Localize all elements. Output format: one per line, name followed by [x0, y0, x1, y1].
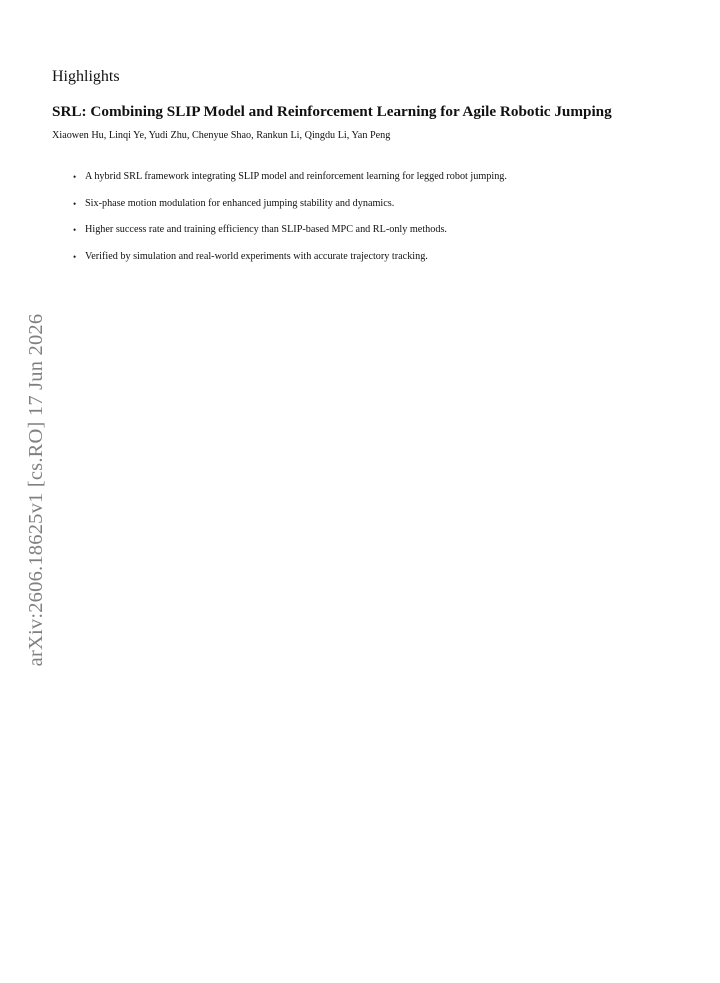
- highlight-item: [73, 223, 507, 237]
- highlights-list: [73, 170, 507, 276]
- highlight-item: [73, 170, 507, 184]
- highlights-heading: Highlights: [52, 68, 120, 85]
- bullet-icon: •: [73, 198, 77, 209]
- bullet-icon: •: [73, 225, 77, 235]
- bullet-icon: •: [73, 172, 77, 182]
- highlight-text: A hybrid SRL framework integrating SLIP model and reinforcement learning for legged robot jumping.: [85, 171, 507, 182]
- highlight-text: Six-phase motion modulation for enhanced jumping stability and dynamics.: [85, 197, 395, 209]
- highlight-text: Higher success rate and training efficiency than SLIP-based MPC and RL-only methods.: [85, 224, 447, 235]
- highlight-item: [73, 250, 507, 264]
- author-list: Xiaowen Hu, Linqi Ye, Yudi Zhu, Chenyue Shao, Rankun Li, Qingdu Li, Yan Peng: [52, 130, 391, 141]
- arxiv-identifier-stamp: arXiv:2606.18625v1 [cs.RO] 17 Jun 2026: [25, 313, 47, 667]
- highlight-text: Verified by simulation and real-world experiments with accurate trajectory tracking.: [85, 250, 428, 262]
- bullet-icon: •: [73, 251, 77, 262]
- paper-title: SRL: Combining SLIP Model and Reinforcement Learning for Agile Robotic Jumping: [52, 103, 612, 120]
- highlight-item: [73, 197, 507, 211]
